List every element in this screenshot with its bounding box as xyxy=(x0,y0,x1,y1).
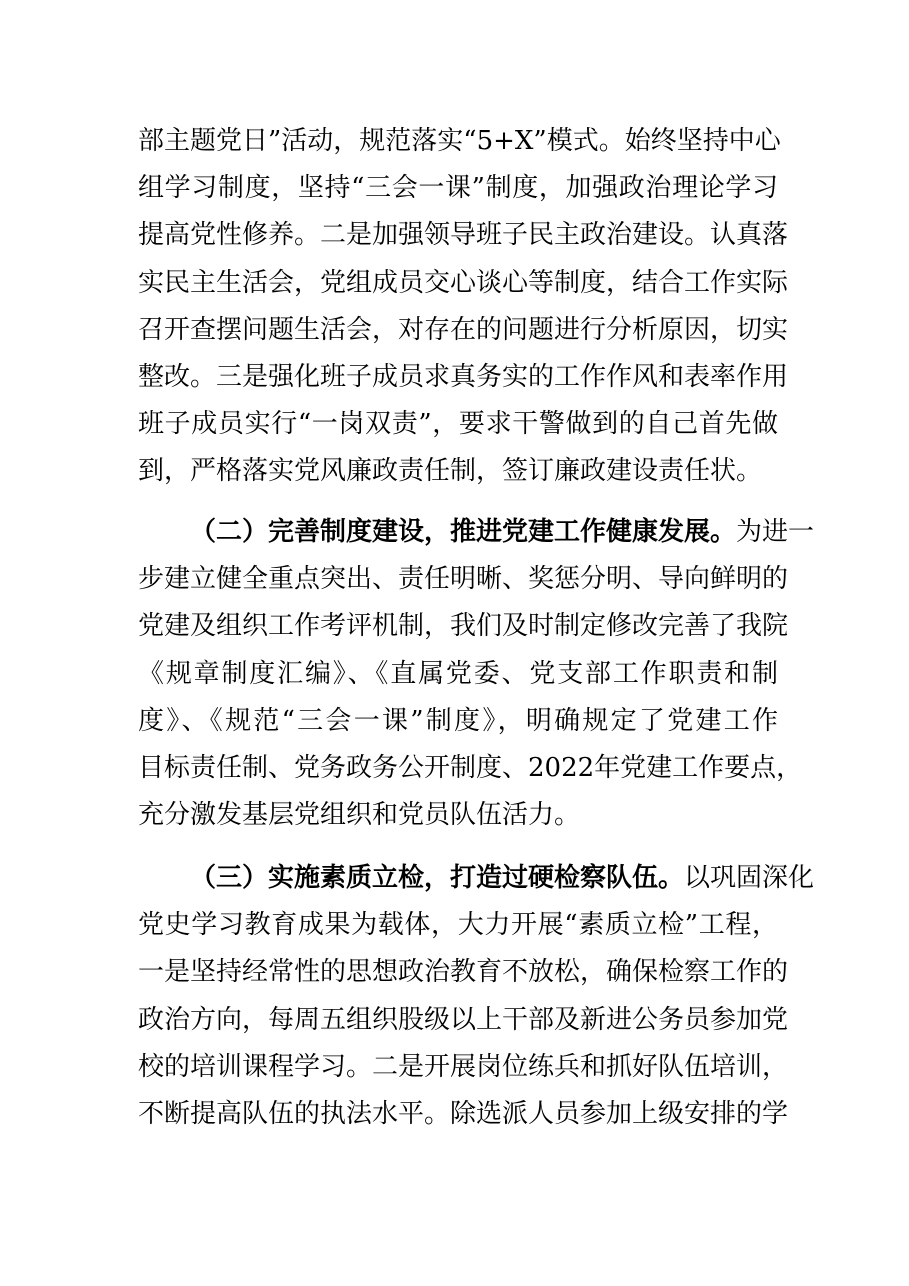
paragraph-party-building xyxy=(138,118,789,496)
text-line: 班子成员实行“一岗双责”，要求干警做到的自己首先做 xyxy=(138,409,778,440)
text-line: 党建及组织工作考评机制，我们及时制定修改完善了我院 xyxy=(138,611,789,642)
text-line: 提高党性修养。二是加强领导班子民主政治建设。认真落 xyxy=(138,220,789,251)
text-line: 《规章制度汇编》、《直属党委、党支部工作职责和制 xyxy=(138,658,778,689)
text-line: 召开查摆问题生活会，对存在的问题进行分析原因，切实 xyxy=(138,314,789,345)
text-line: 政治方向，每周五组织股级以上干部及新进公务员参加党 xyxy=(138,1004,789,1035)
text-line-with-heading xyxy=(138,509,815,556)
section-heading: （二）完善制度建设，推进党建工作健康发展。 xyxy=(190,517,737,547)
heading-continuation: 为进一 xyxy=(736,517,815,547)
text-line: 充分激发基层党组织和党员队伍活力。 xyxy=(138,800,581,831)
text-line: 整改。三是强化班子成员求真务实的工作作风和表率作用 xyxy=(138,361,789,392)
text-line: 步建立健全重点突出、责任明晰、奖惩分明、导向鲜明的 xyxy=(138,564,789,595)
text-line-with-heading xyxy=(138,855,815,902)
text-line: 度》、《规范“三会一课”制度》，明确规定了党建工作 xyxy=(138,705,778,736)
paragraph-system-building xyxy=(138,509,815,839)
text-line: 校的培训课程学习。二是开展岗位练兵和抓好队伍培训， xyxy=(138,1051,789,1082)
text-line: 组学习制度，坚持“三会一课”制度，加强政治理论学习 xyxy=(138,173,778,204)
paragraph-team-quality xyxy=(138,855,815,1138)
section-heading: （三）实施素质立检，打造过硬检察队伍。 xyxy=(190,863,685,893)
text-line: 一是坚持经常性的思想政治教育不放松，确保检察工作的 xyxy=(138,957,789,988)
text-line: 实民主生活会，党组成员交心谈心等制度，结合工作实际 xyxy=(138,267,789,298)
text-line: 党史学习教育成果为载体，大力开展“素质立检”工程， xyxy=(138,910,778,941)
text-line: 部主题党日”活动，规范落实“5+X”模式。始终坚持中心 xyxy=(138,126,781,156)
text-line: 目标责任制、党务政务公开制度、2022年党建工作要点， xyxy=(138,752,803,783)
text-line: 不断提高队伍的执法水平。除选派人员参加上级安排的学 xyxy=(138,1098,789,1129)
heading-continuation: 以巩固深化 xyxy=(684,863,815,893)
text-line: 到，严格落实党风廉政责任制，签订廉政建设责任状。 xyxy=(138,456,763,487)
